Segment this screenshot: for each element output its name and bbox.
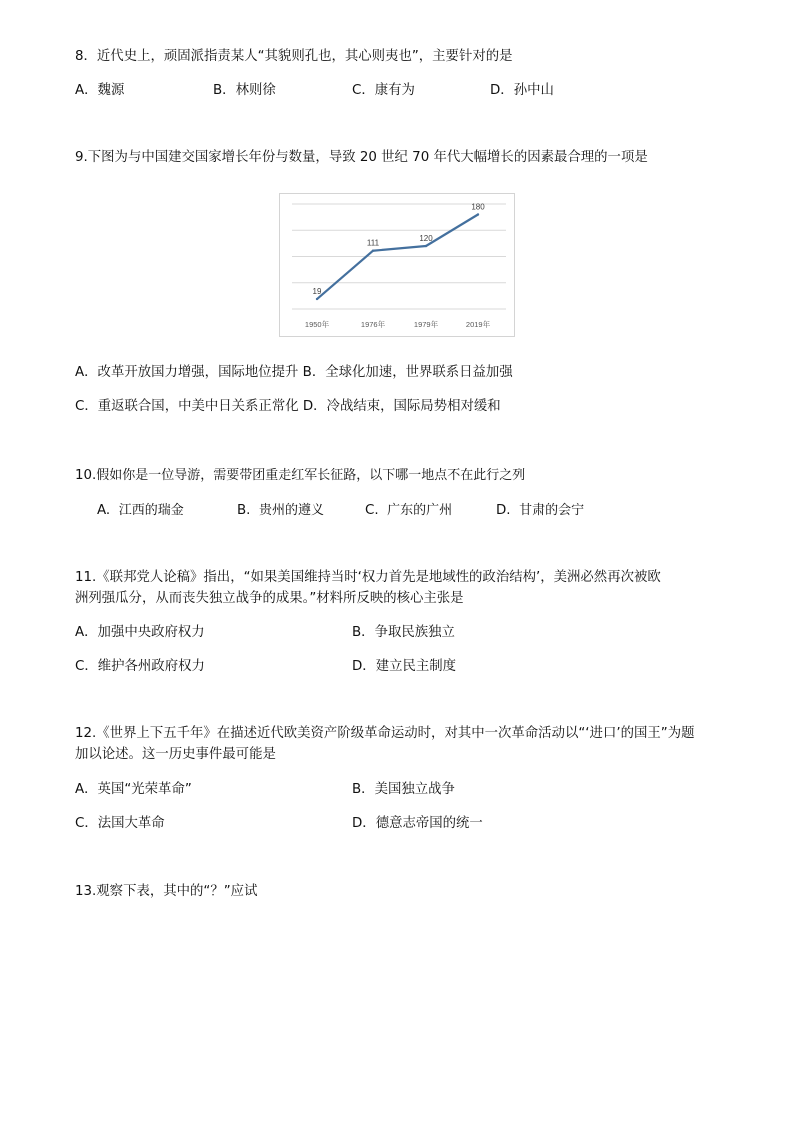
data-label: 111 xyxy=(366,238,380,248)
option-letter: D. xyxy=(496,503,511,518)
question-10-number: 10. xyxy=(75,468,97,483)
option-text: 甘肃的会宁 xyxy=(519,503,585,518)
question-8-stem: 8．近代史上，顽固派指责某人“其貌则孔也，其心则夷也”，主要针对的是 xyxy=(75,49,513,64)
option-letter: A. xyxy=(97,503,111,518)
question-12-option-b: B．美国独立战争 xyxy=(352,782,455,797)
x-tick-label: 1950年 xyxy=(304,320,330,329)
question-13-stem: 13.观察下表，其中的“？”应试 xyxy=(75,884,258,899)
data-label: 120 xyxy=(419,234,433,243)
question-12-option-a: A．英国“光荣革命” xyxy=(75,782,192,797)
data-point xyxy=(477,213,479,215)
data-label: 180 xyxy=(471,202,485,212)
line-chart xyxy=(280,194,514,336)
diplomatic-relations-chart xyxy=(279,193,515,337)
question-11-option-d: D．建立民主制度 xyxy=(352,659,457,674)
question-8-option-a: A．魏源 xyxy=(75,83,125,98)
x-tick-label: 2019年 xyxy=(465,320,491,329)
option-text: 贵州的遵义 xyxy=(258,503,324,518)
question-11-option-a: A．加强中央政府权力 xyxy=(75,625,205,640)
question-10-option-a xyxy=(97,502,184,520)
question-10-option-d xyxy=(496,502,584,520)
data-point xyxy=(425,245,427,247)
question-8-option-d: D．孙中山 xyxy=(490,83,554,98)
question-9-options-line-2: C．重返联合国，中美中日关系正常化 D．冷战结束，国际局势相对缓和 xyxy=(75,399,501,414)
question-10-option-c xyxy=(365,502,452,520)
data-point xyxy=(372,250,374,252)
data-label: 19 xyxy=(312,287,322,297)
option-letter: B. xyxy=(237,503,251,518)
question-11-option-b: B．争取民族独立 xyxy=(352,625,455,640)
question-12-stem-line-1: 12.《世界上下五千年》在描述近代欧美资产阶级革命运动时，对其中一次革命活动以“‘进口’的国王”为题 xyxy=(75,726,695,741)
question-10-option-b xyxy=(237,502,324,520)
question-11-option-c: C．维护各州政府权力 xyxy=(75,659,205,674)
question-8-option-c: C．康有为 xyxy=(352,83,415,98)
question-9-options-line-1: A．改革开放国力增强，国际地位提升 B．全球化加速，世界联系日益加强 xyxy=(75,365,513,380)
data-point xyxy=(316,298,318,300)
option-text: 江西的瑞金 xyxy=(118,503,184,518)
question-10-stem-row xyxy=(75,467,525,485)
option-letter: C. xyxy=(365,503,379,518)
option-text: 广东的广州 xyxy=(387,503,453,518)
question-11-stem-line-2: 洲列强瓜分，从而丧失独立战争的成果。”材料所反映的核心主张是 xyxy=(75,591,464,606)
question-10-stem: 假如你是一位导游，需要带团重走红军长征路，以下哪一地点不在此行之列 xyxy=(96,468,526,483)
x-tick-label: 1979年 xyxy=(413,320,439,329)
question-11-stem-line-1: 11.《联邦党人论稿》指出，“如果美国维持当时‘权力首先是地域性的政治结构’，美洲必然再次被欧 xyxy=(75,570,661,585)
x-tick-label: 1976年 xyxy=(360,320,386,329)
question-12-option-c: C．法国大革命 xyxy=(75,816,165,831)
question-9-stem: 9.下图为与中国建交国家增长年份与数量，导致 20 世纪 70 年代大幅增长的因素最合理的一项是 xyxy=(75,150,648,165)
question-12-stem-line-2: 加以论述。这一历史事件最可能是 xyxy=(75,747,276,762)
question-12-option-d: D．德意志帝国的统一 xyxy=(352,816,483,831)
question-8-option-b: B．林则徐 xyxy=(213,83,276,98)
